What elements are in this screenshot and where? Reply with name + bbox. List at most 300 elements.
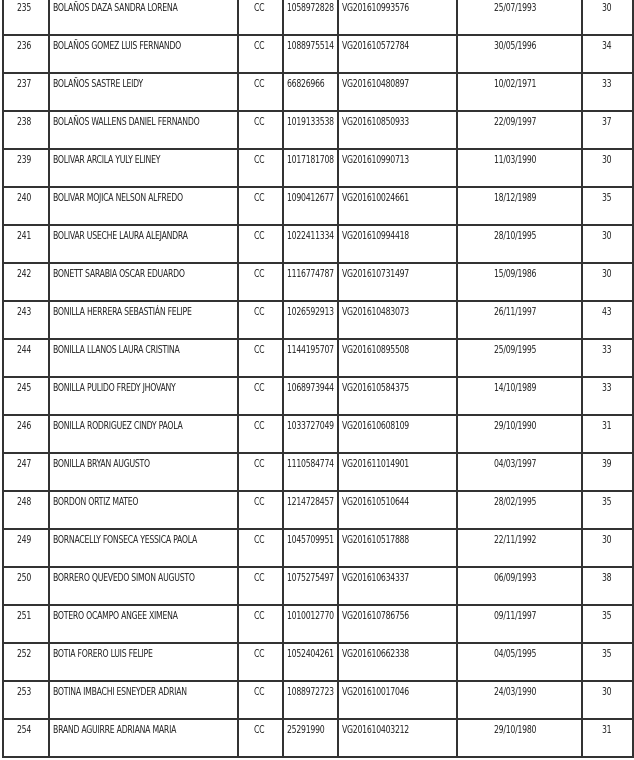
document-type-cell	[238, 73, 283, 111]
full-name: BOLIVAR ARCILA YULY ELINEY	[53, 154, 161, 166]
document-type: CC	[254, 154, 265, 166]
row-number: 246	[17, 420, 32, 432]
score-cell	[582, 719, 633, 757]
row-number-cell	[3, 415, 49, 453]
full-name-cell	[49, 415, 238, 453]
score-cell	[582, 263, 633, 301]
registration-code: VG201610483073	[342, 306, 409, 318]
score: 30	[601, 686, 612, 698]
registration-code-cell	[338, 491, 457, 529]
registration-code-cell	[338, 415, 457, 453]
score: 35	[601, 192, 612, 204]
full-name-cell	[49, 73, 238, 111]
row-number-cell	[3, 301, 49, 339]
registration-code-cell	[338, 605, 457, 643]
row-number: 238	[17, 116, 32, 128]
birth-date: 26/11/1997	[493, 306, 536, 318]
registration-code-cell	[338, 187, 457, 225]
table-body	[3, 0, 633, 757]
document-type-cell	[238, 187, 283, 225]
row-number-cell	[3, 643, 49, 681]
table-row	[3, 491, 633, 529]
document-number-cell	[283, 0, 338, 35]
full-name-cell	[49, 529, 238, 567]
birth-date: 14/10/1989	[493, 382, 536, 394]
registration-code: VG201610850933	[342, 116, 409, 128]
score: 33	[601, 382, 612, 394]
document-type: CC	[254, 610, 265, 622]
birth-date-cell	[457, 681, 582, 719]
full-name-cell	[49, 681, 238, 719]
document-type: CC	[254, 534, 265, 546]
birth-date: 09/11/1997	[493, 610, 536, 622]
full-name-cell	[49, 339, 238, 377]
row-number-cell	[3, 377, 49, 415]
document-number: 1019133538	[287, 116, 334, 128]
registration-code: VG201610584375	[342, 382, 409, 394]
row-number: 235	[17, 2, 32, 14]
row-number-cell	[3, 149, 49, 187]
document-type: CC	[254, 686, 265, 698]
score: 35	[601, 496, 612, 508]
row-number-cell	[3, 263, 49, 301]
table-row	[3, 187, 633, 225]
birth-date-cell	[457, 605, 582, 643]
birth-date: 29/10/1980	[493, 724, 536, 736]
full-name: BONILLA LLANOS LAURA CRISTINA	[53, 344, 180, 356]
document-type-cell	[238, 339, 283, 377]
row-number: 236	[17, 40, 32, 52]
registration-code: VG201610990713	[342, 154, 409, 166]
birth-date: 29/10/1990	[493, 420, 536, 432]
registration-code-cell	[338, 529, 457, 567]
document-number: 1010012770	[287, 610, 334, 622]
score: 30	[601, 230, 612, 242]
score-cell	[582, 415, 633, 453]
document-number: 1090412677	[287, 192, 334, 204]
document-type: CC	[254, 40, 265, 52]
document-number: 66826966	[287, 78, 325, 90]
row-number: 237	[17, 78, 32, 90]
document-type-cell	[238, 681, 283, 719]
document-number: 1017181708	[287, 154, 334, 166]
document-type: CC	[254, 382, 265, 394]
registration-code: VG201610993576	[342, 2, 409, 14]
row-number-cell	[3, 0, 49, 35]
document-number-cell	[283, 681, 338, 719]
document-number: 1088975514	[287, 40, 334, 52]
birth-date-cell	[457, 415, 582, 453]
document-type: CC	[254, 420, 265, 432]
document-type-cell	[238, 415, 283, 453]
score: 37	[601, 116, 612, 128]
row-number-cell	[3, 73, 49, 111]
row-number: 251	[17, 610, 32, 622]
document-type-cell	[238, 263, 283, 301]
birth-date-cell	[457, 719, 582, 757]
table-row	[3, 73, 633, 111]
document-number: 1045709951	[287, 534, 334, 546]
full-name: BOLIVAR MOJICA NELSON ALFREDO	[53, 192, 183, 204]
score: 30	[601, 534, 612, 546]
document-type-cell	[238, 35, 283, 73]
document-type-cell	[238, 453, 283, 491]
registration-code-cell	[338, 301, 457, 339]
registration-code-cell	[338, 339, 457, 377]
registry-table	[2, 0, 634, 758]
row-number-cell	[3, 681, 49, 719]
birth-date: 22/11/1992	[493, 534, 536, 546]
registration-code: VG201610480897	[342, 78, 409, 90]
birth-date: 04/03/1997	[493, 458, 536, 470]
score-cell	[582, 111, 633, 149]
birth-date-cell	[457, 301, 582, 339]
document-number-cell	[283, 719, 338, 757]
birth-date-cell	[457, 73, 582, 111]
row-number-cell	[3, 567, 49, 605]
document-number-cell	[283, 187, 338, 225]
row-number-cell	[3, 35, 49, 73]
full-name: BOTINA IMBACHI ESNEYDER ADRIAN	[53, 686, 187, 698]
full-name-cell	[49, 567, 238, 605]
full-name: BOTERO OCAMPO ANGEE XIMENA	[53, 610, 178, 622]
registration-code: VG201610403212	[342, 724, 409, 736]
document-type: CC	[254, 306, 265, 318]
row-number: 244	[17, 344, 32, 356]
document-number-cell	[283, 415, 338, 453]
document-number-cell	[283, 605, 338, 643]
full-name: BOLAÑOS SASTRE LEIDY	[53, 78, 143, 90]
score-cell	[582, 187, 633, 225]
document-type-cell	[238, 491, 283, 529]
score-cell	[582, 301, 633, 339]
registration-code: VG201610634337	[342, 572, 409, 584]
full-name: BONETT SARABIA OSCAR EDUARDO	[53, 268, 185, 280]
table-row	[3, 719, 633, 757]
birth-date-cell	[457, 339, 582, 377]
table-row	[3, 681, 633, 719]
birth-date: 06/09/1993	[493, 572, 536, 584]
document-number: 1144195707	[287, 344, 334, 356]
full-name: BOTIA FORERO LUIS FELIPE	[53, 648, 153, 660]
birth-date: 22/09/1997	[493, 116, 536, 128]
birth-date-cell	[457, 35, 582, 73]
document-number-cell	[283, 73, 338, 111]
full-name-cell	[49, 643, 238, 681]
document-number: 1075275497	[287, 572, 334, 584]
document-number: 1058972828	[287, 2, 334, 14]
table-row	[3, 111, 633, 149]
full-name: BOLIVAR USECHE LAURA ALEJANDRA	[53, 230, 188, 242]
document-type: CC	[254, 648, 265, 660]
birth-date: 04/05/1995	[493, 648, 536, 660]
document-type-cell	[238, 605, 283, 643]
document-number-cell	[283, 377, 338, 415]
full-name: BORRERO QUEVEDO SIMON AUGUSTO	[53, 572, 195, 584]
document-number: 1022411334	[287, 230, 334, 242]
row-number: 239	[17, 154, 32, 166]
birth-date: 18/12/1989	[493, 192, 536, 204]
score-cell	[582, 35, 633, 73]
registration-code-cell	[338, 719, 457, 757]
registration-code-cell	[338, 681, 457, 719]
score: 31	[601, 724, 612, 736]
row-number: 252	[17, 648, 32, 660]
birth-date-cell	[457, 643, 582, 681]
row-number: 241	[17, 230, 32, 242]
registration-code-cell	[338, 149, 457, 187]
full-name-cell	[49, 605, 238, 643]
table-row	[3, 149, 633, 187]
full-name: BORNACELLY FONSECA YESSICA PAOLA	[53, 534, 198, 546]
document-number: 1033727049	[287, 420, 334, 432]
row-number-cell	[3, 529, 49, 567]
full-name-cell	[49, 491, 238, 529]
score-cell	[582, 567, 633, 605]
document-number: 1068973944	[287, 382, 334, 394]
document-number: 25291990	[287, 724, 325, 736]
document-type: CC	[254, 268, 265, 280]
document-number-cell	[283, 149, 338, 187]
row-number-cell	[3, 719, 49, 757]
score: 33	[601, 78, 612, 90]
document-type-cell	[238, 643, 283, 681]
birth-date: 15/09/1986	[493, 268, 536, 280]
score-cell	[582, 491, 633, 529]
birth-date-cell	[457, 225, 582, 263]
document-number-cell	[283, 453, 338, 491]
full-name: BONILLA BRYAN AUGUSTO	[53, 458, 150, 470]
table-row	[3, 35, 633, 73]
document-type-cell	[238, 0, 283, 35]
full-name-cell	[49, 187, 238, 225]
document-number: 1026592913	[287, 306, 334, 318]
document-number-cell	[283, 529, 338, 567]
document-type: CC	[254, 192, 265, 204]
birth-date: 28/10/1995	[493, 230, 536, 242]
document-type-cell	[238, 567, 283, 605]
row-number: 242	[17, 268, 32, 280]
score-cell	[582, 643, 633, 681]
row-number: 250	[17, 572, 32, 584]
full-name: BONILLA PULIDO FREDY JHOVANY	[53, 382, 176, 394]
registration-code-cell	[338, 35, 457, 73]
registration-code-cell	[338, 567, 457, 605]
registration-code: VG201610786756	[342, 610, 409, 622]
document-number-cell	[283, 263, 338, 301]
score-cell	[582, 605, 633, 643]
document-type: CC	[254, 116, 265, 128]
table-row	[3, 225, 633, 263]
full-name-cell	[49, 453, 238, 491]
document-type-cell	[238, 225, 283, 263]
row-number: 240	[17, 192, 32, 204]
birth-date: 28/02/1995	[493, 496, 536, 508]
document-number-cell	[283, 643, 338, 681]
score-cell	[582, 0, 633, 35]
document-type: CC	[254, 724, 265, 736]
document-type: CC	[254, 458, 265, 470]
table-row	[3, 567, 633, 605]
document-number: 1110584774	[287, 458, 334, 470]
registration-code-cell	[338, 377, 457, 415]
table-row	[3, 605, 633, 643]
registration-code: VG201610024661	[342, 192, 409, 204]
full-name-cell	[49, 263, 238, 301]
document-type: CC	[254, 496, 265, 508]
score-cell	[582, 149, 633, 187]
full-name: BONILLA RODRIGUEZ CINDY PAOLA	[53, 420, 183, 432]
registration-code-cell	[338, 225, 457, 263]
full-name-cell	[49, 719, 238, 757]
birth-date-cell	[457, 187, 582, 225]
document-number-cell	[283, 339, 338, 377]
full-name: BOLAÑOS DAZA SANDRA LORENA	[53, 2, 178, 14]
row-number-cell	[3, 225, 49, 263]
document-number: 1052404261	[287, 648, 334, 660]
table-row	[3, 377, 633, 415]
birth-date-cell	[457, 263, 582, 301]
row-number-cell	[3, 491, 49, 529]
score: 34	[601, 40, 612, 52]
score: 33	[601, 344, 612, 356]
document-number: 1116774787	[287, 268, 334, 280]
full-name-cell	[49, 111, 238, 149]
row-number-cell	[3, 453, 49, 491]
score-cell	[582, 377, 633, 415]
birth-date-cell	[457, 149, 582, 187]
birth-date-cell	[457, 0, 582, 35]
document-type: CC	[254, 78, 265, 90]
row-number-cell	[3, 605, 49, 643]
birth-date: 30/05/1996	[493, 40, 536, 52]
score-cell	[582, 681, 633, 719]
score: 30	[601, 268, 612, 280]
registration-code: VG201611014901	[342, 458, 409, 470]
full-name-cell	[49, 377, 238, 415]
document-number: 1214728457	[287, 496, 334, 508]
document-number-cell	[283, 567, 338, 605]
full-name: BRAND AGUIRRE ADRIANA MARIA	[53, 724, 177, 736]
registration-code-cell	[338, 643, 457, 681]
document-type: CC	[254, 344, 265, 356]
document-type-cell	[238, 149, 283, 187]
full-name-cell	[49, 301, 238, 339]
birth-date: 11/03/1990	[493, 154, 536, 166]
score: 43	[601, 306, 612, 318]
document-type-cell	[238, 529, 283, 567]
row-number-cell	[3, 187, 49, 225]
table-row	[3, 529, 633, 567]
full-name: BORDON ORTIZ MATEO	[53, 496, 139, 508]
document-type-cell	[238, 111, 283, 149]
full-name-cell	[49, 35, 238, 73]
document-type: CC	[254, 230, 265, 242]
birth-date-cell	[457, 529, 582, 567]
row-number-cell	[3, 111, 49, 149]
row-number: 253	[17, 686, 32, 698]
registration-code: VG201610662338	[342, 648, 409, 660]
score: 39	[601, 458, 612, 470]
table-row	[3, 301, 633, 339]
score: 35	[601, 610, 612, 622]
registration-code-cell	[338, 263, 457, 301]
row-number: 249	[17, 534, 32, 546]
document-number-cell	[283, 301, 338, 339]
score: 30	[601, 154, 612, 166]
score-cell	[582, 453, 633, 491]
birth-date-cell	[457, 377, 582, 415]
score: 30	[601, 2, 612, 14]
birth-date: 25/09/1995	[493, 344, 536, 356]
full-name-cell	[49, 0, 238, 35]
full-name-cell	[49, 225, 238, 263]
registration-code: VG201610510644	[342, 496, 409, 508]
table-row	[3, 263, 633, 301]
document-type-cell	[238, 719, 283, 757]
full-name: BOLAÑOS GOMEZ LUIS FERNANDO	[53, 40, 182, 52]
score-cell	[582, 225, 633, 263]
registration-code: VG201610572784	[342, 40, 409, 52]
document-number-cell	[283, 491, 338, 529]
document-type-cell	[238, 301, 283, 339]
score-cell	[582, 339, 633, 377]
birth-date-cell	[457, 491, 582, 529]
birth-date: 24/03/1990	[493, 686, 536, 698]
row-number: 243	[17, 306, 32, 318]
document-type-cell	[238, 377, 283, 415]
birth-date: 25/07/1993	[493, 2, 536, 14]
registration-code: VG201610994418	[342, 230, 409, 242]
document-number-cell	[283, 225, 338, 263]
row-number: 247	[17, 458, 32, 470]
full-name-cell	[49, 149, 238, 187]
registration-code: VG201610608109	[342, 420, 409, 432]
row-number: 245	[17, 382, 32, 394]
birth-date-cell	[457, 453, 582, 491]
score: 31	[601, 420, 612, 432]
registration-code-cell	[338, 73, 457, 111]
registration-code: VG201610517888	[342, 534, 409, 546]
score-cell	[582, 529, 633, 567]
registration-code: VG201610017046	[342, 686, 409, 698]
document-number-cell	[283, 111, 338, 149]
table-row	[3, 339, 633, 377]
document-number: 1088972723	[287, 686, 334, 698]
row-number: 248	[17, 496, 32, 508]
registration-code-cell	[338, 453, 457, 491]
document-number-cell	[283, 35, 338, 73]
registration-code-cell	[338, 111, 457, 149]
score: 35	[601, 648, 612, 660]
table-row	[3, 415, 633, 453]
registration-code-cell	[338, 0, 457, 35]
full-name: BOLAÑOS WALLENS DANIEL FERNANDO	[53, 116, 200, 128]
score: 38	[601, 572, 612, 584]
full-name: BONILLA HERRERA SEBASTIÁN FELIPE	[53, 306, 192, 318]
document-type: CC	[254, 572, 265, 584]
birth-date: 10/02/1971	[493, 78, 536, 90]
score-cell	[582, 73, 633, 111]
registration-code: VG201610895508	[342, 344, 409, 356]
table-row	[3, 453, 633, 491]
birth-date-cell	[457, 111, 582, 149]
registration-code: VG201610731497	[342, 268, 409, 280]
document-type: CC	[254, 2, 265, 14]
birth-date-cell	[457, 567, 582, 605]
row-number-cell	[3, 339, 49, 377]
table-row	[3, 643, 633, 681]
